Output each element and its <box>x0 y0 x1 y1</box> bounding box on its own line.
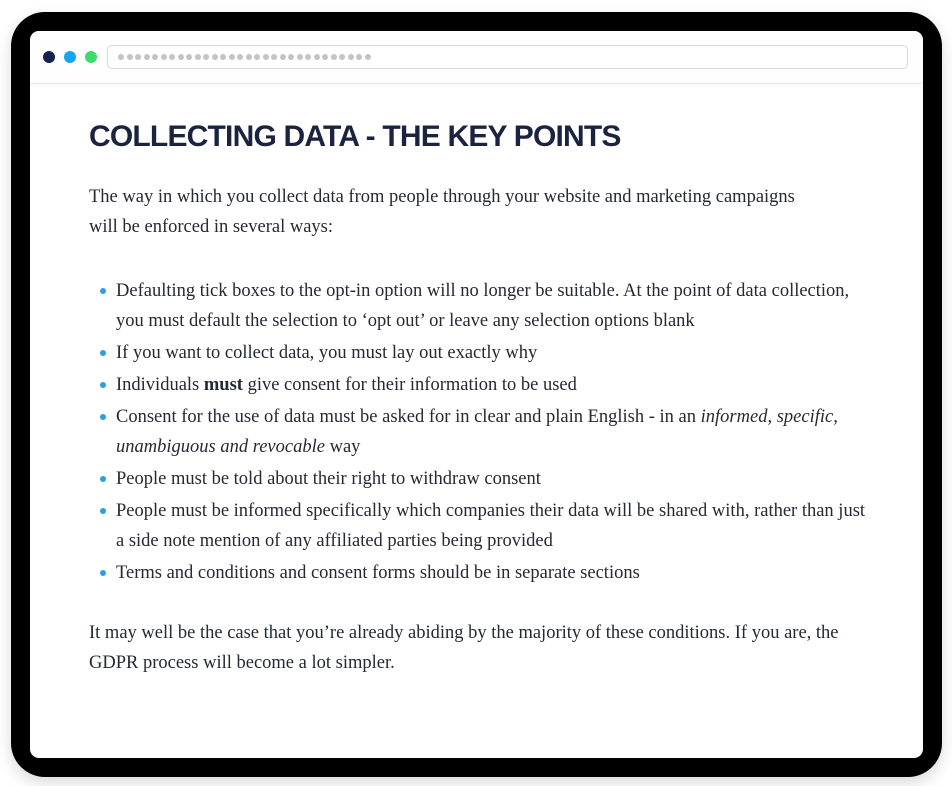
bullet-icon <box>100 414 106 420</box>
browser-titlebar <box>30 31 923 84</box>
url-dot <box>152 54 158 60</box>
url-dot <box>220 54 226 60</box>
url-dot <box>203 54 209 60</box>
url-dot <box>271 54 277 60</box>
list-item-text: Defaulting tick boxes to the opt-in option will no longer be suitable. At the point of data collection, you must default the selection to ‘opt out’ or leave any selection options blank <box>116 281 850 331</box>
list-item-text: People must be told about their right to withdraw consent <box>116 469 541 489</box>
list-item <box>89 402 873 462</box>
bullet-icon <box>100 476 106 482</box>
window-control-blue-dot[interactable] <box>64 51 76 63</box>
page-content <box>30 84 923 758</box>
url-dot <box>169 54 175 60</box>
list-item-text: People must be informed specifically which companies their data will be shared with, rather than just a side note mention of any affiliated parties being provided <box>116 501 866 551</box>
url-dot <box>161 54 167 60</box>
url-dot <box>212 54 218 60</box>
url-dot <box>135 54 141 60</box>
browser-window <box>30 31 923 758</box>
list-item-text: Consent for the use of data must be asked for in clear and plain English - in an informed, specific, unambiguous and revocable way <box>116 407 838 457</box>
url-dot <box>288 54 294 60</box>
url-dot <box>356 54 362 60</box>
url-dot <box>246 54 252 60</box>
intro-paragraph: The way in which you collect data from people through your website and marketing campaigns will be enforced in several ways: <box>89 187 795 237</box>
closing-paragraph: It may well be the case that you’re already abiding by the majority of these conditions. If you are, the GDPR process will become a lot simpler. <box>89 623 839 673</box>
key-points-list <box>89 276 873 588</box>
page-title: COLLECTING DATA - THE KEY POINTS <box>89 120 621 153</box>
url-dot <box>331 54 337 60</box>
bullet-icon <box>100 288 106 294</box>
url-dot <box>144 54 150 60</box>
url-dot <box>195 54 201 60</box>
url-dot <box>127 54 133 60</box>
bullet-icon <box>100 382 106 388</box>
window-control-navy-dot[interactable] <box>43 51 55 63</box>
url-dot <box>314 54 320 60</box>
url-dot <box>178 54 184 60</box>
bullet-icon <box>100 570 106 576</box>
redacted-url-dots <box>118 54 371 60</box>
list-item <box>89 558 873 588</box>
url-dot <box>280 54 286 60</box>
url-dot <box>254 54 260 60</box>
list-item-text: Terms and conditions and consent forms should be in separate sections <box>116 563 640 583</box>
list-item <box>89 370 873 400</box>
browser-window-frame <box>11 12 942 777</box>
url-dot <box>365 54 371 60</box>
bullet-icon <box>100 508 106 514</box>
list-item-text: If you want to collect data, you must lay out exactly why <box>116 343 538 363</box>
list-item <box>89 276 873 336</box>
url-dot <box>186 54 192 60</box>
list-item <box>89 496 873 556</box>
url-dot <box>237 54 243 60</box>
address-bar[interactable] <box>107 45 908 69</box>
url-dot <box>263 54 269 60</box>
url-dot <box>118 54 124 60</box>
url-dot <box>348 54 354 60</box>
url-dot <box>322 54 328 60</box>
url-dot <box>229 54 235 60</box>
url-dot <box>297 54 303 60</box>
url-dot <box>339 54 345 60</box>
window-control-green-dot[interactable] <box>85 51 97 63</box>
list-item <box>89 464 873 494</box>
url-dot <box>305 54 311 60</box>
list-item <box>89 338 873 368</box>
list-item-text: Individuals must give consent for their information to be used <box>116 375 577 395</box>
window-controls <box>43 51 97 63</box>
bullet-icon <box>100 350 106 356</box>
